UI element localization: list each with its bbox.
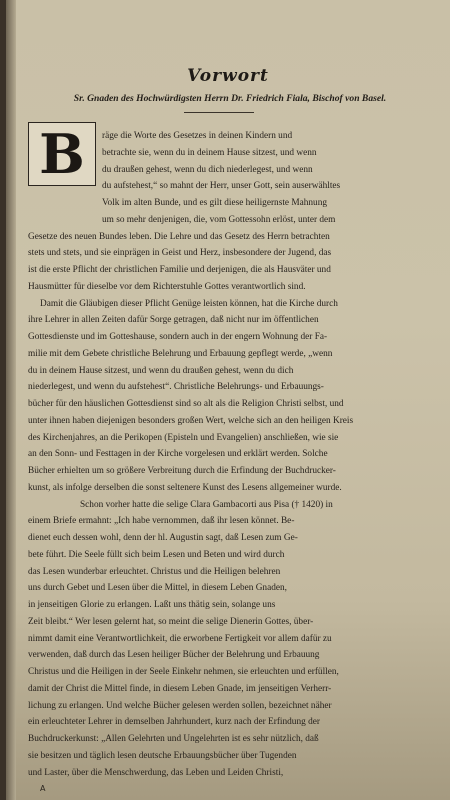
text-line: damit der Christ die Mittel finde, in diesem Leben Gnade, im jenseitigen Verherr- xyxy=(28,683,332,694)
text-line: stets und stets, und sie einprägen in Geist und Herz, insbesondere der Jugend, das xyxy=(28,248,332,259)
text-line: das Lesen wunderbar erleuchtet. Christus und die Heiligen belehren xyxy=(28,566,281,577)
text-line: du draußen gehest, wenn du dich niederlegest, und wenn xyxy=(102,164,313,175)
text-line: lichung zu erlangen. Und welche Bücher gelesen werden sollen, bezeichnet näher xyxy=(28,700,332,711)
text-line: Bücher erhielten um so größere Verbreitung durch die Erfindung der Buchdrucker- xyxy=(28,466,336,476)
text-line: Buchdruckerkunst: „Allen Gelehrten und Ungelehrten ist es sehr nützlich, daß xyxy=(28,734,319,744)
text-line: kunst, als infolge derselben die sonst seltenere Kunst des Lesens allgemeiner wurde. xyxy=(28,482,342,493)
text-line: milie mit dem Gebete christliche Belehrung und Erbauung gepflegt werde, „wenn xyxy=(28,348,333,359)
text-line: nimmt damit eine Verantwortlichkeit, die erworbene Fertigkeit vor allem dafür zu xyxy=(28,633,332,644)
text-line: ein erleuchteter Lehrer in demselben Jahrhundert, kurz nach der Erfindung der xyxy=(28,717,320,728)
text-line: und Laster, über die Menschwerdung, das Leben und Leiden Christi, xyxy=(28,767,284,778)
title-divider xyxy=(184,112,254,113)
page-gutter xyxy=(6,0,16,800)
text-line: niederlegest, und wenn du aufstehest“. Christliche Belehrungs- und Erbauungs- xyxy=(28,382,324,393)
text-line: betrachte sie, wenn du in deinem Hause sitzest, und wenn xyxy=(102,147,317,158)
text-line: Christus und die Heiligen in der Seele Einkehr nehmen, sie erleuchten und erfüllen, xyxy=(28,667,339,677)
text-line: des Kirchenjahres, an die Perikopen (Episteln und Evangelien) anschließen, wie sie xyxy=(28,432,339,443)
text-line: verwenden, daß durch das Lesen heiliger Bücher der Belehrung und Erbauung xyxy=(28,650,320,661)
ornamental-initial xyxy=(28,122,96,186)
text-line: ihre Lehrer in allen Zeiten dafür Sorge getragen, daß nicht nur im öffentlichen xyxy=(28,315,319,326)
text-line: räge die Worte des Gesetzes in deinen Kindern und xyxy=(102,131,293,141)
text-line: du in deinem Hause sitzest, und wenn du draußen gehest, wenn du dich xyxy=(28,365,294,376)
text-line: unter ihnen haben diejenigen besonders großen Wert, welche sich an den heiligen Kreis xyxy=(28,415,354,426)
text-line: Gottesdienste und im Gotteshause, sondern auch in der engern Wohnung der Fa- xyxy=(28,332,328,342)
text-line: bete führt. Die Seele füllt sich beim Lesen und Beten und wird durch xyxy=(28,549,285,560)
text-line: an den Sonn- und Festtagen in der Kirche vorgelesen und erklärt werden. Solche xyxy=(28,449,328,460)
text-line: ist die erste Pflicht der christlichen Familie und derjenigen, die als Hausväter und xyxy=(28,265,331,275)
text-line: sie besitzen und täglich lesen deutsche Erbauungsbücher über Tugenden xyxy=(28,750,297,761)
text-line: Damit die Gläubigen dieser Pflicht Genüge leisten können, hat die Kirche durch xyxy=(40,298,338,309)
text-line: einem Briefe ermahnt: „Ich habe vernommen, daß ihr lesen könnet. Be- xyxy=(28,516,295,527)
text-line: uns durch Gebet und Lesen über die Mittel, in diesem Leben Gnaden, xyxy=(28,583,287,594)
book-page xyxy=(6,0,450,800)
text-line: dienet euch dessen wohl, denn der hl. Augustin sagt, daß Lesen zum Ge- xyxy=(28,533,298,543)
text-line: Schon vorher hatte die selige Clara Gambacorti aus Pisa († 1420) in xyxy=(80,499,333,510)
text-line: Zeit bleibt.“ Wer lesen gelernt hat, so meint die selige Dienerin Gottes, über- xyxy=(28,616,314,627)
signature-mark: A xyxy=(40,784,46,793)
text-line: Volk im alten Bunde, und es gilt diese heiligernste Mahnung xyxy=(102,198,327,208)
initial-letter: B xyxy=(39,122,85,186)
text-line: Gesetze des neuen Bundes leben. Die Lehre und das Gesetz des Herrn betrachten xyxy=(28,231,330,242)
page-title: Vorwort xyxy=(187,66,269,86)
text-line: du aufstehest,“ so mahnt der Herr, unser Gott, sein auserwähltes xyxy=(102,181,341,192)
dedication-line: Sr. Gnaden des Hochwürdigsten Herrn Dr. Friedrich Fiala, Bischof von Basel. xyxy=(73,93,387,104)
text-line: in jenseitigen Glorie zu erlangen. Laßt uns thätig sein, solange uns xyxy=(28,600,276,610)
text-line: um so mehr denjenigen, die, vom Gottessohn erlöst, unter dem xyxy=(102,214,336,225)
text-line: bücher für den häuslichen Gottesdienst sind so alt als die Religion Christi selbst, und xyxy=(28,399,344,409)
text-line: Hausmütter für dieselbe vor dem Richterstuhle Gottes verantwortlich sind. xyxy=(28,281,306,292)
